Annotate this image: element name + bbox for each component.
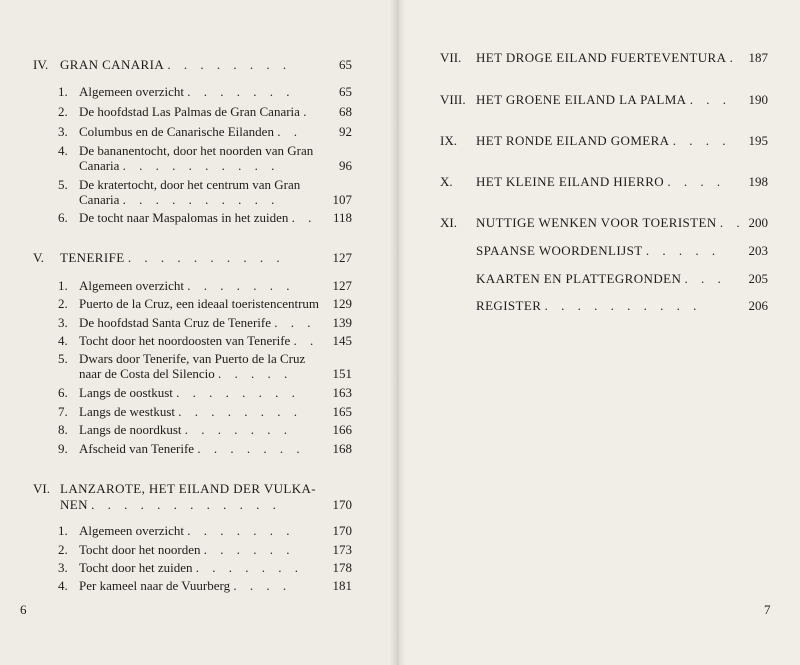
section-title-line: [79, 124, 302, 140]
dot-leader: . . . . .: [645, 243, 721, 258]
dot-leader: .: [729, 50, 738, 65]
page-ref: 96: [339, 158, 352, 173]
section-number: 3.: [58, 315, 68, 330]
section-number: 4.: [58, 578, 68, 593]
chapter-title: HET RONDE EILAND GOMERA: [476, 133, 670, 148]
page-ref: 206: [748, 298, 768, 313]
dot-leader: . . . . . . .: [187, 278, 295, 293]
section-number: 8.: [58, 422, 68, 437]
page-ref: 92: [339, 124, 352, 139]
section-title: Tocht door het noordoosten van Tenerife: [79, 333, 291, 348]
dot-leader: . . . .: [667, 174, 726, 189]
section-title: De kratertocht, door het centrum van Gran: [79, 177, 301, 192]
section-title: Puerto de la Cruz, een ideaal toeristencentrum: [79, 296, 320, 311]
chapter-title: GRAN CANARIA: [60, 57, 165, 72]
page-ref: 168: [332, 441, 352, 456]
right-page: [398, 0, 800, 665]
chapter-title-line: [476, 243, 720, 259]
dot-leader: . . .: [689, 92, 731, 107]
chapter-roman: VIII.: [440, 92, 466, 107]
chapter-roman: XI.: [440, 215, 457, 230]
dot-leader: . . . . . . .: [197, 441, 305, 456]
dot-leader: . . . . . . . .: [167, 57, 292, 72]
page-ref: 187: [748, 50, 768, 65]
section-number: 7.: [58, 404, 68, 419]
chapter-title-line: [476, 50, 738, 66]
dot-leader: . . . . . . . . . .: [122, 158, 280, 173]
section-title: Algemeen overzicht: [79, 84, 185, 99]
page-ref: 145: [332, 333, 352, 348]
chapter-title: NUTTIGE WENKEN VOOR TOERISTEN: [476, 215, 717, 230]
chapter-title: HET DROGE EILAND FUERTEVENTURA: [476, 50, 727, 65]
section-title: Tocht door het noorden: [79, 542, 201, 557]
chapter-roman: IV.: [33, 57, 49, 72]
dot-leader: . . . . . . . . . .: [122, 192, 280, 207]
section-title-line: [79, 192, 279, 208]
page-ref: 195: [748, 133, 768, 148]
section-number: 3.: [58, 124, 68, 139]
page-ref: 198: [748, 174, 768, 189]
chapter-title-continued: NEN: [60, 497, 88, 512]
page-ref: 170: [332, 497, 352, 512]
section-title: Per kameel naar de Vuurberg: [79, 578, 231, 593]
page-ref: 165: [332, 404, 352, 419]
section-number: 5.: [58, 177, 68, 192]
section-title: Afscheid van Tenerife: [79, 441, 195, 456]
section-title-line: [79, 210, 316, 226]
page-ref: 190: [748, 92, 768, 107]
section-title: Langs de westkust: [79, 404, 176, 419]
chapter-title-line: [476, 298, 701, 314]
dot-leader: . .: [291, 210, 317, 225]
page-ref: 178: [332, 560, 352, 575]
section-number: 9.: [58, 441, 68, 456]
section-title-line: [79, 404, 302, 420]
page-ref: 107: [332, 192, 352, 207]
section-title-line: [79, 385, 300, 401]
chapter-title-line: [476, 133, 730, 149]
section-title: Langs de noordkust: [79, 422, 182, 437]
section-title: Algemeen overzicht: [79, 278, 185, 293]
page-number: 7: [764, 602, 771, 617]
left-page: [0, 0, 398, 665]
page-ref: 129: [332, 296, 352, 311]
section-number: 6.: [58, 210, 68, 225]
page-ref: 151: [332, 366, 352, 381]
dot-leader: . . . . . . . . . . . .: [91, 497, 281, 512]
dot-leader: . . . .: [233, 578, 292, 593]
page-ref: 181: [332, 578, 352, 593]
section-number: 1.: [58, 278, 68, 293]
section-title: De bananentocht, door het noorden van Gran: [79, 143, 314, 158]
dot-leader: . . . . . . .: [187, 84, 295, 99]
page-ref: 118: [332, 210, 352, 225]
dot-leader: . . . . . . . . . .: [544, 298, 702, 313]
section-number: 2.: [58, 296, 68, 311]
page-ref: 68: [339, 104, 352, 119]
section-title-line: [79, 333, 318, 349]
section-title-line: [79, 523, 295, 539]
chapter-title-line: [476, 174, 725, 190]
chapter-title: HET KLEINE EILAND HIERRO: [476, 174, 665, 189]
section-title-line: [79, 158, 279, 174]
section-number: 6.: [58, 385, 68, 400]
page-ref: 65: [339, 84, 352, 99]
chapter-roman: VII.: [440, 50, 462, 65]
page-ref: 170: [332, 523, 352, 538]
chapter-roman: IX.: [440, 133, 457, 148]
page-ref: 200: [748, 215, 768, 230]
section-title: De tocht naar Maspalomas in het zuiden: [79, 210, 289, 225]
section-title-line: [79, 578, 291, 594]
section-number: 2.: [58, 542, 68, 557]
chapter-title: LANZAROTE, HET EILAND DER VULKA-: [60, 481, 317, 496]
dot-leader: . . .: [684, 271, 726, 286]
dot-leader: . . . . . .: [203, 542, 295, 557]
page-ref: 166: [332, 422, 352, 437]
section-title: Algemeen overzicht: [79, 523, 185, 538]
section-title-line: [79, 560, 303, 576]
dot-leader: . . . . . . .: [187, 523, 295, 538]
page-ref: 139: [332, 315, 352, 330]
section-title-continued: Canaria: [79, 192, 120, 207]
page-ref: 163: [332, 385, 352, 400]
page-ref: 173: [332, 542, 352, 557]
section-title: Dwars door Tenerife, van Puerto de la Cruz: [79, 351, 306, 366]
dot-leader: . . . . . . . .: [178, 404, 303, 419]
chapter-title-line: [476, 271, 726, 287]
section-number: 4.: [58, 143, 68, 158]
dot-leader: . . . . .: [218, 366, 293, 381]
dot-leader: .: [303, 104, 312, 119]
page-ref: 205: [748, 271, 768, 286]
chapter-title: TENERIFE: [60, 250, 125, 265]
section-title-continued: naar de Costa del Silencio: [79, 366, 215, 381]
section-title-line: [79, 84, 295, 100]
section-title: De hoofdstad Santa Cruz de Tenerife: [79, 315, 271, 330]
section-title-line: [79, 422, 292, 438]
section-title-line: [79, 278, 295, 294]
page-ref: 65: [339, 57, 352, 72]
chapter-title-line: [60, 497, 281, 513]
chapter-title: SPAANSE WOORDENLIJST: [476, 243, 643, 258]
dot-leader: . . . . . . .: [195, 560, 304, 575]
dot-leader: . .: [719, 215, 745, 230]
chapter-roman: V.: [33, 250, 44, 265]
dot-leader: . . . . . . . .: [176, 385, 300, 400]
section-title: Tocht door het zuiden: [79, 560, 193, 575]
section-title-continued: Canaria: [79, 158, 120, 173]
section-title: Langs de oostkust: [79, 385, 173, 400]
chapter-title-line: [60, 57, 291, 73]
chapter-title-line: [60, 250, 285, 266]
section-number: 5.: [58, 351, 68, 366]
dot-leader: . . . . . . . . . .: [127, 250, 285, 265]
chapter-title-line: [476, 215, 745, 231]
dot-leader: . . . .: [672, 133, 731, 148]
dot-leader: . . . . . . .: [184, 422, 293, 437]
book-gutter: [390, 0, 406, 665]
dot-leader: . .: [293, 333, 319, 348]
dot-leader: . . .: [274, 315, 316, 330]
section-title-line: [79, 542, 294, 558]
section-title: Columbus en de Canarische Eilanden: [79, 124, 274, 139]
chapter-title: HET GROENE EILAND LA PALMA: [476, 92, 687, 107]
section-title-line: [79, 315, 315, 331]
chapter-roman: VI.: [33, 481, 50, 496]
chapter-roman: X.: [440, 174, 453, 189]
section-number: 1.: [58, 84, 68, 99]
chapter-title-line: [476, 92, 731, 108]
dot-leader: . .: [277, 124, 302, 139]
section-title-line: [79, 366, 292, 382]
page-number: 6: [20, 602, 27, 617]
page-ref: 127: [332, 278, 352, 293]
page-ref: 127: [332, 250, 352, 265]
section-number: 1.: [58, 523, 68, 538]
chapter-title: KAARTEN EN PLATTEGRONDEN: [476, 271, 682, 286]
section-number: 4.: [58, 333, 68, 348]
chapter-title: REGISTER: [476, 298, 542, 313]
section-title: De hoofdstad Las Palmas de Gran Canaria: [79, 104, 300, 119]
page-ref: 203: [748, 243, 768, 258]
section-title-line: [79, 441, 305, 457]
section-title-line: [79, 104, 311, 120]
section-number: 3.: [58, 560, 68, 575]
section-number: 2.: [58, 104, 68, 119]
